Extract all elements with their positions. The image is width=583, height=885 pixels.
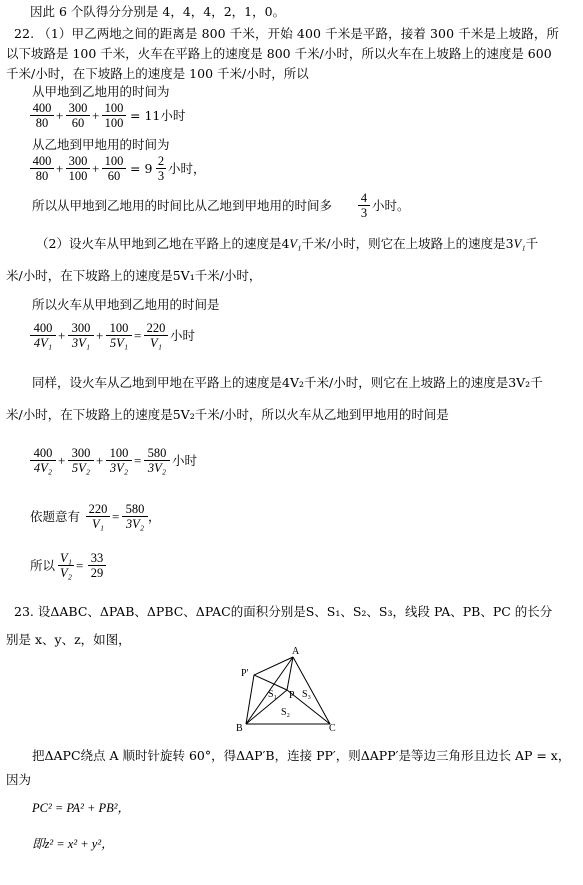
part2-line4: 同样，设火车从乙地到甲地在平路上的速度是4V₂千米/小时，则它在上坡路上的速度是3V₂千 (32, 375, 543, 390)
problem-23-line1: 23. 设ΔABC、ΔPAB、ΔPBC、ΔPAC的面积分别是S、S₁、S₂、S₃，线段 PA、PB、PC 的长分 (14, 604, 553, 619)
label-A: A (292, 646, 300, 657)
problem-22-line2: 以下坡路是 100 千米，火车在平路上的速度是 800 千米/小时，所以火车在上坡路上的速度是 600 (6, 46, 552, 61)
time-ba-label: 从乙地到甲地用的时间为 (32, 137, 170, 152)
problem-22-line1: 22. （1）甲乙两地之间的距离是 800 千米，开始 400 千米是平路，接着 300 千米是上坡路，所 (14, 26, 560, 41)
part2-line3: 所以火车从甲地到乙地用的时间是 (32, 297, 220, 312)
label-S2: S₂ (281, 707, 291, 718)
label-P: P (289, 690, 295, 701)
problem-23-line2: 别是 x、y、z，如图， (6, 632, 131, 647)
line-conclusion: 因此 6 个队得分分别是 4，4，4，2，1，0。 (30, 4, 286, 19)
problem-23-line3: 把ΔAPC绕点 A 顺时针旋转 60°，得ΔAP′B，连接 PP′，则ΔAPP′是等边三角形且边长 AP = x， (32, 748, 571, 763)
label-Pp: P′ (241, 668, 249, 679)
part2-line1: （2）设火车从甲地到乙地在平路上的速度是4V₁千米/小时，则它在上坡路上的速度是3V₁千 (36, 236, 539, 251)
equation-z: 即z² = x² + y²， (32, 837, 114, 851)
difference-fraction: $\frac{4}{3}$ (358, 191, 370, 220)
label-B: B (236, 723, 243, 734)
label-S3: S₃ (302, 689, 312, 700)
time-ab-label: 从甲地到乙地用的时间为 (32, 84, 170, 99)
difference-text: 所以从甲地到乙地用的时间比从乙地到甲地用的时间多 (32, 198, 333, 213)
equation-pc: PC² = PA² + PB²， (32, 801, 131, 815)
label-S1: S₁ (268, 689, 278, 700)
part2-line5: 米/小时，在下坡路上的速度是5V₂千米/小时，所以火车从乙地到甲地用的时间是 (6, 407, 449, 422)
part2-line2: 米/小时，在下坡路上的速度是5V₁千米/小时， (6, 268, 262, 283)
problem-22-line3: 千米/小时，在下坡路上的速度是 100 千米/小时，所以 (6, 66, 309, 81)
label-C: C (329, 723, 336, 734)
problem-23-line4: 因为 (6, 772, 32, 787)
